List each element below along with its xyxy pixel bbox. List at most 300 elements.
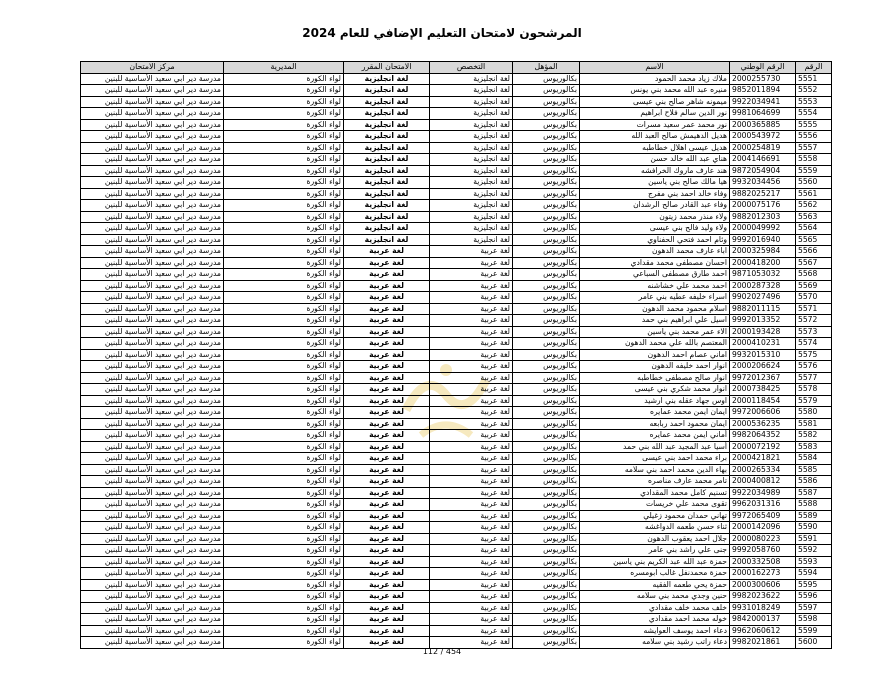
row-national-id: 2000049992 (730, 223, 796, 235)
row-center: مدرسة دير ابي سعيد الأساسية للبنين (81, 119, 224, 131)
row-directorate: لواء الكورة (224, 464, 344, 476)
row-exam: لغة عربية (344, 579, 430, 591)
table-row (81, 338, 832, 350)
row-exam: لغة عربية (344, 303, 430, 315)
row-exam: لغة انجليزية (344, 108, 430, 120)
row-national-id: 2000206624 (730, 361, 796, 373)
row-name: بهاء الدين محمد احمد بني سلامه (580, 464, 730, 476)
row-national-id: 2000738425 (730, 384, 796, 396)
row-exam: لغة عربية (344, 510, 430, 522)
row-qualification: بكالوريوس (513, 303, 580, 315)
row-center: مدرسة دير ابي سعيد الأساسية للبنين (81, 211, 224, 223)
row-seq: 5561 (796, 188, 832, 200)
row-exam: لغة عربية (344, 430, 430, 442)
row-specialization: لغة عربية (430, 499, 513, 511)
table-row (81, 119, 832, 131)
table-row (81, 395, 832, 407)
row-center: مدرسة دير ابي سعيد الأساسية للبنين (81, 326, 224, 338)
row-seq: 5600 (796, 637, 832, 649)
row-specialization: لغة عربية (430, 246, 513, 258)
row-specialization: لغة عربية (430, 361, 513, 373)
row-name: المعتصم بالله علي محمد الدهون (580, 338, 730, 350)
table-row (81, 418, 832, 430)
row-qualification: بكالوريوس (513, 96, 580, 108)
row-qualification: بكالوريوس (513, 418, 580, 430)
row-specialization: لغة عربية (430, 326, 513, 338)
row-specialization: لغة عربية (430, 430, 513, 442)
row-qualification: بكالوريوس (513, 602, 580, 614)
row-directorate: لواء الكورة (224, 142, 344, 154)
table-row (81, 384, 832, 396)
row-qualification: بكالوريوس (513, 625, 580, 637)
table-row (81, 73, 832, 85)
table-row (81, 142, 832, 154)
row-national-id: 2000418200 (730, 257, 796, 269)
row-national-id: 9962060612 (730, 625, 796, 637)
row-name: اسيل علي ابراهيم بني حمد (580, 315, 730, 327)
row-center: مدرسة دير ابي سعيد الأساسية للبنين (81, 349, 224, 361)
table-row (81, 188, 832, 200)
row-name: خوله محمد احمد مقدادي (580, 614, 730, 626)
table-row (81, 533, 832, 545)
row-national-id: 2000410231 (730, 338, 796, 350)
row-directorate: لواء الكورة (224, 614, 344, 626)
row-seq: 5577 (796, 372, 832, 384)
row-directorate: لواء الكورة (224, 384, 344, 396)
row-national-id: 9932015310 (730, 349, 796, 361)
row-seq: 5593 (796, 556, 832, 568)
row-exam: لغة عربية (344, 395, 430, 407)
table-row (81, 108, 832, 120)
row-name: براء محمد احمد بني عيسى (580, 453, 730, 465)
row-center: مدرسة دير ابي سعيد الأساسية للبنين (81, 522, 224, 534)
row-directorate: لواء الكورة (224, 119, 344, 131)
row-seq: 5591 (796, 533, 832, 545)
row-specialization: لغة انجليزية (430, 154, 513, 166)
row-national-id: 9982064352 (730, 430, 796, 442)
row-specialization: لغة عربية (430, 257, 513, 269)
row-center: مدرسة دير ابي سعيد الأساسية للبنين (81, 154, 224, 166)
table-row (81, 85, 832, 97)
row-exam: لغة انجليزية (344, 85, 430, 97)
table-row (81, 510, 832, 522)
row-seq: 5581 (796, 418, 832, 430)
row-center: مدرسة دير ابي سعيد الأساسية للبنين (81, 453, 224, 465)
row-center: مدرسة دير ابي سعيد الأساسية للبنين (81, 418, 224, 430)
table-row (81, 211, 832, 223)
row-national-id: 2000072192 (730, 441, 796, 453)
row-directorate: لواء الكورة (224, 280, 344, 292)
row-qualification: بكالوريوس (513, 522, 580, 534)
row-directorate: لواء الكورة (224, 625, 344, 637)
row-specialization: لغة عربية (430, 269, 513, 281)
row-specialization: لغة عربية (430, 556, 513, 568)
row-specialization: لغة انجليزية (430, 165, 513, 177)
row-seq: 5556 (796, 131, 832, 143)
row-exam: لغة انجليزية (344, 234, 430, 246)
row-name: اماني عصام احمد الدهون (580, 349, 730, 361)
row-seq: 5573 (796, 326, 832, 338)
table-row (81, 499, 832, 511)
table-row (81, 361, 832, 373)
row-qualification: بكالوريوس (513, 591, 580, 603)
row-national-id: 2000255730 (730, 73, 796, 85)
row-seq: 5553 (796, 96, 832, 108)
row-center: مدرسة دير ابي سعيد الأساسية للبنين (81, 269, 224, 281)
row-directorate: لواء الكورة (224, 234, 344, 246)
row-center: مدرسة دير ابي سعيد الأساسية للبنين (81, 430, 224, 442)
row-directorate: لواء الكورة (224, 441, 344, 453)
row-center: مدرسة دير ابي سعيد الأساسية للبنين (81, 131, 224, 143)
table-row (81, 464, 832, 476)
row-qualification: بكالوريوس (513, 223, 580, 235)
row-directorate: لواء الكورة (224, 637, 344, 649)
table-row (81, 154, 832, 166)
row-directorate: لواء الكورة (224, 315, 344, 327)
row-specialization: لغة انجليزية (430, 85, 513, 97)
row-seq: 5576 (796, 361, 832, 373)
table-body (81, 73, 832, 648)
row-center: مدرسة دير ابي سعيد الأساسية للبنين (81, 223, 224, 235)
row-center: مدرسة دير ابي سعيد الأساسية للبنين (81, 568, 224, 580)
row-center: مدرسة دير ابي سعيد الأساسية للبنين (81, 142, 224, 154)
row-directorate: لواء الكورة (224, 510, 344, 522)
row-national-id: 2000193428 (730, 326, 796, 338)
row-national-id: 2000365885 (730, 119, 796, 131)
row-specialization: لغة عربية (430, 579, 513, 591)
row-seq: 5574 (796, 338, 832, 350)
row-specialization: لغة انجليزية (430, 223, 513, 235)
row-exam: لغة عربية (344, 637, 430, 649)
row-specialization: لغة عربية (430, 533, 513, 545)
row-exam: لغة انجليزية (344, 73, 430, 85)
row-seq: 5554 (796, 108, 832, 120)
row-directorate: لواء الكورة (224, 154, 344, 166)
row-exam: لغة عربية (344, 487, 430, 499)
row-directorate: لواء الكورة (224, 361, 344, 373)
header-directorate: المديرية (224, 62, 344, 74)
row-name: حمزة محمدنفل غالب ابومسره (580, 568, 730, 580)
row-national-id: 9922034989 (730, 487, 796, 499)
row-exam: لغة انجليزية (344, 96, 430, 108)
row-center: مدرسة دير ابي سعيد الأساسية للبنين (81, 246, 224, 258)
row-name: جلال احمد يعقوب الدهون (580, 533, 730, 545)
row-seq: 5562 (796, 200, 832, 212)
row-directorate: لواء الكورة (224, 338, 344, 350)
row-qualification: بكالوريوس (513, 384, 580, 396)
row-name: تسنيم كامل محمد المقدادي (580, 487, 730, 499)
row-national-id: 2000287328 (730, 280, 796, 292)
row-exam: لغة عربية (344, 568, 430, 580)
row-center: مدرسة دير ابي سعيد الأساسية للبنين (81, 315, 224, 327)
row-seq: 5552 (796, 85, 832, 97)
table-row (81, 453, 832, 465)
row-qualification: بكالوريوس (513, 430, 580, 442)
row-specialization: لغة عربية (430, 407, 513, 419)
row-specialization: لغة عربية (430, 602, 513, 614)
row-seq: 5596 (796, 591, 832, 603)
row-center: مدرسة دير ابي سعيد الأساسية للبنين (81, 579, 224, 591)
row-qualification: بكالوريوس (513, 499, 580, 511)
row-exam: لغة عربية (344, 349, 430, 361)
row-qualification: بكالوريوس (513, 326, 580, 338)
row-specialization: لغة انجليزية (430, 131, 513, 143)
row-national-id: 2000254819 (730, 142, 796, 154)
row-exam: لغة انجليزية (344, 188, 430, 200)
table-row (81, 96, 832, 108)
row-exam: لغة عربية (344, 614, 430, 626)
row-specialization: لغة انجليزية (430, 119, 513, 131)
row-specialization: لغة عربية (430, 453, 513, 465)
row-center: مدرسة دير ابي سعيد الأساسية للبنين (81, 177, 224, 189)
row-center: مدرسة دير ابي سعيد الأساسية للبنين (81, 234, 224, 246)
row-specialization: لغة عربية (430, 418, 513, 430)
row-qualification: بكالوريوس (513, 211, 580, 223)
row-name: حنين وجدي محمد بني سلامه (580, 591, 730, 603)
row-specialization: لغة عربية (430, 591, 513, 603)
row-name: خلف محمد خلف مقدادي (580, 602, 730, 614)
table-row (81, 177, 832, 189)
row-exam: لغة عربية (344, 418, 430, 430)
row-center: مدرسة دير ابي سعيد الأساسية للبنين (81, 200, 224, 212)
row-qualification: بكالوريوس (513, 361, 580, 373)
row-seq: 5555 (796, 119, 832, 131)
row-directorate: لواء الكورة (224, 533, 344, 545)
row-directorate: لواء الكورة (224, 131, 344, 143)
row-qualification: بكالوريوس (513, 407, 580, 419)
row-exam: لغة عربية (344, 269, 430, 281)
row-directorate: لواء الكورة (224, 85, 344, 97)
row-name: اباء عارف محمد الدهون (580, 246, 730, 258)
row-directorate: لواء الكورة (224, 177, 344, 189)
row-national-id: 2000080223 (730, 533, 796, 545)
row-center: مدرسة دير ابي سعيد الأساسية للبنين (81, 614, 224, 626)
row-center: مدرسة دير ابي سعيد الأساسية للبنين (81, 602, 224, 614)
row-exam: لغة عربية (344, 246, 430, 258)
row-qualification: بكالوريوس (513, 200, 580, 212)
table-row (81, 614, 832, 626)
row-specialization: لغة عربية (430, 372, 513, 384)
row-specialization: لغة انجليزية (430, 200, 513, 212)
table-row (81, 407, 832, 419)
row-national-id: 9882012303 (730, 211, 796, 223)
row-specialization: لغة انجليزية (430, 177, 513, 189)
row-specialization: لغة عربية (430, 280, 513, 292)
header-exam: الامتحان المقرر (344, 62, 430, 74)
table-row (81, 315, 832, 327)
row-national-id: 9871053032 (730, 269, 796, 281)
table-row (81, 430, 832, 442)
row-seq: 5575 (796, 349, 832, 361)
row-seq: 5599 (796, 625, 832, 637)
row-name: هيا مالك صالح بني ياسين (580, 177, 730, 189)
row-qualification: بكالوريوس (513, 246, 580, 258)
row-name: ميمونه شاهر صالح بني عيسى (580, 96, 730, 108)
row-center: مدرسة دير ابي سعيد الأساسية للبنين (81, 510, 224, 522)
row-qualification: بكالوريوس (513, 188, 580, 200)
row-national-id: 9981064699 (730, 108, 796, 120)
row-seq: 5558 (796, 154, 832, 166)
row-qualification: بكالوريوس (513, 131, 580, 143)
row-specialization: لغة انجليزية (430, 73, 513, 85)
row-center: مدرسة دير ابي سعيد الأساسية للبنين (81, 280, 224, 292)
row-exam: لغة عربية (344, 326, 430, 338)
row-national-id: 9882025217 (730, 188, 796, 200)
row-directorate: لواء الكورة (224, 211, 344, 223)
row-seq: 5598 (796, 614, 832, 626)
row-qualification: بكالوريوس (513, 487, 580, 499)
row-qualification: بكالوريوس (513, 441, 580, 453)
row-specialization: لغة عربية (430, 522, 513, 534)
table-row (81, 372, 832, 384)
row-name: اسلام محمود محمد الدهون (580, 303, 730, 315)
row-seq: 5594 (796, 568, 832, 580)
row-seq: 5588 (796, 499, 832, 511)
table-row (81, 246, 832, 258)
row-specialization: لغة عربية (430, 441, 513, 453)
table-row (81, 487, 832, 499)
row-specialization: لغة انجليزية (430, 96, 513, 108)
row-directorate: لواء الكورة (224, 602, 344, 614)
row-specialization: لغة انجليزية (430, 211, 513, 223)
header-qualification: المؤهل (513, 62, 580, 74)
row-specialization: لغة عربية (430, 292, 513, 304)
row-national-id: 9972006606 (730, 407, 796, 419)
row-qualification: بكالوريوس (513, 269, 580, 281)
row-name: ولاء وليد فالح بني عيسى (580, 223, 730, 235)
page-number: 112 / 454 (422, 647, 462, 656)
row-seq: 5579 (796, 395, 832, 407)
header-national-id: الرقم الوطني (730, 62, 796, 74)
row-name: ملاك زياد محمد الحمود (580, 73, 730, 85)
row-national-id: 2000118454 (730, 395, 796, 407)
row-national-id: 9852011894 (730, 85, 796, 97)
row-center: مدرسة دير ابي سعيد الأساسية للبنين (81, 407, 224, 419)
row-directorate: لواء الكورة (224, 73, 344, 85)
row-seq: 5589 (796, 510, 832, 522)
row-directorate: لواء الكورة (224, 418, 344, 430)
row-specialization: لغة انجليزية (430, 234, 513, 246)
row-name: هديل الدهيمش صالح العبد الله (580, 131, 730, 143)
table-row (81, 269, 832, 281)
row-directorate: لواء الكورة (224, 487, 344, 499)
row-name: ولاء منذر محمد زيتون (580, 211, 730, 223)
row-exam: لغة عربية (344, 441, 430, 453)
row-directorate: لواء الكورة (224, 246, 344, 258)
row-exam: لغة انجليزية (344, 200, 430, 212)
table-row (81, 545, 832, 557)
row-name: وفاء خالد احمد بني مفرج (580, 188, 730, 200)
row-exam: لغة انجليزية (344, 119, 430, 131)
row-name: الاء عمر محمد بني ياسين (580, 326, 730, 338)
row-qualification: بكالوريوس (513, 349, 580, 361)
row-center: مدرسة دير ابي سعيد الأساسية للبنين (81, 556, 224, 568)
row-directorate: لواء الكورة (224, 476, 344, 488)
row-national-id: 2000400812 (730, 476, 796, 488)
table-row (81, 257, 832, 269)
row-directorate: لواء الكورة (224, 108, 344, 120)
row-center: مدرسة دير ابي سعيد الأساسية للبنين (81, 384, 224, 396)
row-exam: لغة عربية (344, 372, 430, 384)
table-row (81, 579, 832, 591)
row-exam: لغة انجليزية (344, 154, 430, 166)
row-qualification: بكالوريوس (513, 315, 580, 327)
row-specialization: لغة عربية (430, 464, 513, 476)
row-directorate: لواء الكورة (224, 430, 344, 442)
table-row (81, 292, 832, 304)
row-directorate: لواء الكورة (224, 257, 344, 269)
row-seq: 5568 (796, 269, 832, 281)
row-seq: 5592 (796, 545, 832, 557)
row-exam: لغة عربية (344, 591, 430, 603)
row-seq: 5580 (796, 407, 832, 419)
row-exam: لغة عربية (344, 464, 430, 476)
row-name: حمزة يحي طعمه الفقيه (580, 579, 730, 591)
row-national-id: 9962031316 (730, 499, 796, 511)
row-specialization: لغة عربية (430, 614, 513, 626)
row-directorate: لواء الكورة (224, 568, 344, 580)
row-directorate: لواء الكورة (224, 223, 344, 235)
row-center: مدرسة دير ابي سعيد الأساسية للبنين (81, 85, 224, 97)
row-exam: لغة عربية (344, 602, 430, 614)
row-seq: 5557 (796, 142, 832, 154)
table-row (81, 280, 832, 292)
row-center: مدرسة دير ابي سعيد الأساسية للبنين (81, 476, 224, 488)
row-center: مدرسة دير ابي سعيد الأساسية للبنين (81, 338, 224, 350)
row-qualification: بكالوريوس (513, 177, 580, 189)
row-qualification: بكالوريوس (513, 119, 580, 131)
row-name: ايمان محمود احمد ربابعه (580, 418, 730, 430)
header-specialization: التخصص (430, 62, 513, 74)
row-center: مدرسة دير ابي سعيد الأساسية للبنين (81, 303, 224, 315)
row-seq: 5565 (796, 234, 832, 246)
row-exam: لغة انجليزية (344, 142, 430, 154)
row-name: ايمان ايمن محمد عمايره (580, 407, 730, 419)
row-qualification: بكالوريوس (513, 533, 580, 545)
row-exam: لغة انجليزية (344, 131, 430, 143)
row-center: مدرسة دير ابي سعيد الأساسية للبنين (81, 533, 224, 545)
row-directorate: لواء الكورة (224, 349, 344, 361)
table-row (81, 441, 832, 453)
table-row (81, 223, 832, 235)
row-name: أسيا عبد المجيد عبد الله بني حمد (580, 441, 730, 453)
row-center: مدرسة دير ابي سعيد الأساسية للبنين (81, 441, 224, 453)
row-national-id: 9922034941 (730, 96, 796, 108)
row-national-id: 9992013352 (730, 315, 796, 327)
table-row (81, 556, 832, 568)
row-seq: 5563 (796, 211, 832, 223)
row-directorate: لواء الكورة (224, 395, 344, 407)
row-qualification: بكالوريوس (513, 464, 580, 476)
header-seq: الرقم (796, 62, 832, 74)
row-qualification: بكالوريوس (513, 556, 580, 568)
row-center: مدرسة دير ابي سعيد الأساسية للبنين (81, 292, 224, 304)
row-name: نور الدين سالم فلاح ابراهيم (580, 108, 730, 120)
row-national-id: 2000265334 (730, 464, 796, 476)
row-seq: 5564 (796, 223, 832, 235)
row-center: مدرسة دير ابي سعيد الأساسية للبنين (81, 108, 224, 120)
row-qualification: بكالوريوس (513, 338, 580, 350)
table-row (81, 602, 832, 614)
table-row (81, 303, 832, 315)
row-qualification: بكالوريوس (513, 292, 580, 304)
row-exam: لغة انجليزية (344, 211, 430, 223)
row-name: اسراء خليفه عطيه بني عامر (580, 292, 730, 304)
row-national-id: 9982023622 (730, 591, 796, 603)
row-specialization: لغة عربية (430, 395, 513, 407)
row-specialization: لغة عربية (430, 487, 513, 499)
table-row (81, 131, 832, 143)
